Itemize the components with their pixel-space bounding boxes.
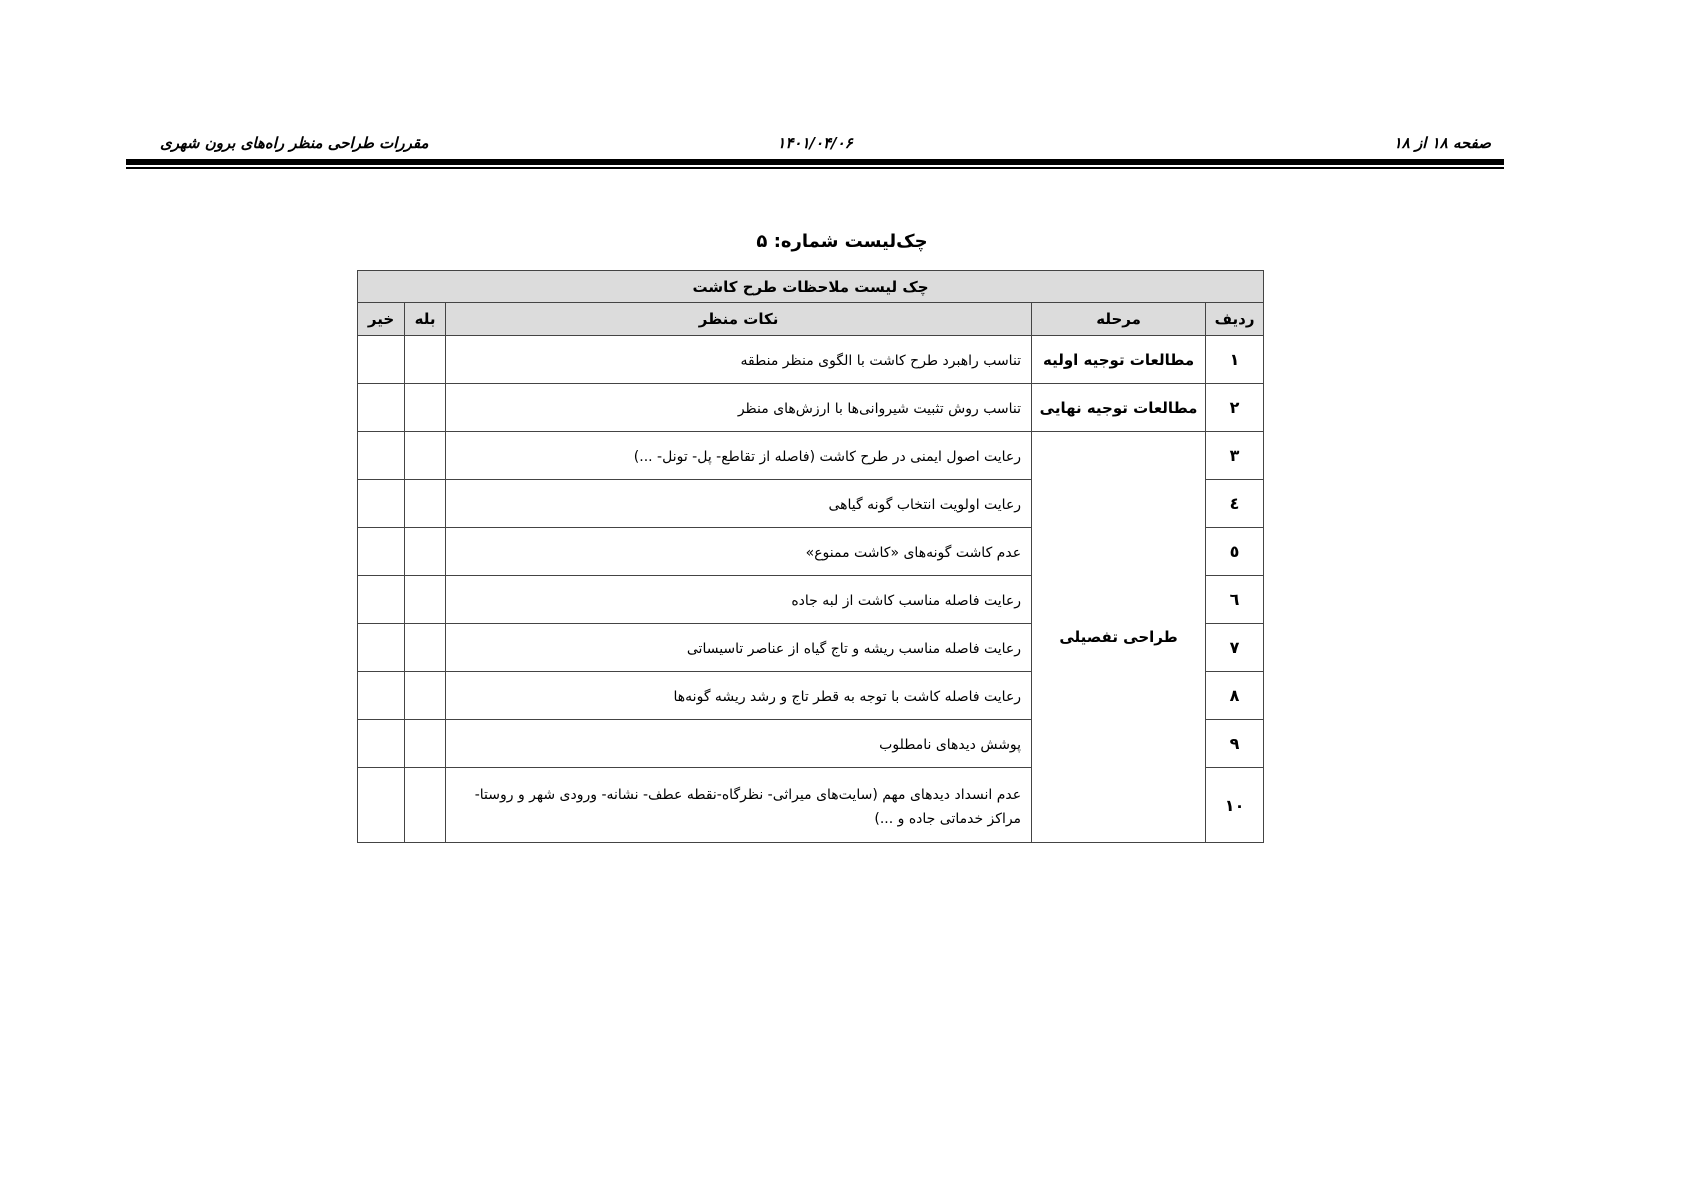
document-date: ۱۴۰۱/۰۴/۰۶: [777, 134, 853, 152]
no-checkbox-cell[interactable]: [358, 576, 405, 624]
table-row: [358, 336, 1264, 384]
landscape-point: رعایت فاصله مناسب ریشه و تاج گیاه از عناصر تاسیساتی: [446, 624, 1032, 672]
yes-checkbox-cell[interactable]: [405, 336, 446, 384]
stage-detailed-design: طراحی تفصیلی: [1032, 432, 1206, 843]
yes-checkbox-cell[interactable]: [405, 576, 446, 624]
row-number: ۷: [1206, 624, 1264, 672]
row-number: ٦: [1206, 576, 1264, 624]
landscape-point: عدم کاشت گونه‌های «کاشت ممنوع»: [446, 528, 1032, 576]
no-checkbox-cell[interactable]: [358, 384, 405, 432]
no-checkbox-cell[interactable]: [358, 768, 405, 843]
page-header: [126, 128, 1504, 158]
stage-initial-study: مطالعات توجیه اولیه: [1032, 336, 1206, 384]
row-number: ٥: [1206, 528, 1264, 576]
no-checkbox-cell[interactable]: [358, 720, 405, 768]
checklist-caption: چک‌لیست شماره: ۵: [756, 231, 928, 252]
row-number: ۸: [1206, 672, 1264, 720]
landscape-point: تناسب روش تثبیت شیروانی‌ها با ارزش‌های منظر: [446, 384, 1032, 432]
landscape-point: رعایت فاصله کاشت با توجه به قطر تاج و رشد ریشه گونه‌ها: [446, 672, 1032, 720]
row-number: ۲: [1206, 384, 1264, 432]
row-number: ۱: [1206, 336, 1264, 384]
column-header-no: خیر: [358, 303, 405, 336]
checklist-table: [357, 270, 1264, 843]
landscape-point: رعایت اولویت انتخاب گونه گیاهی: [446, 480, 1032, 528]
row-number: ۳: [1206, 432, 1264, 480]
column-header-row: ردیف: [1206, 303, 1264, 336]
stage-final-study: مطالعات توجیه نهایی: [1032, 384, 1206, 432]
yes-checkbox-cell[interactable]: [405, 384, 446, 432]
document-title: مقررات طراحی منظر راه‌های برون شهری: [160, 134, 429, 152]
row-number: ۹: [1206, 720, 1264, 768]
no-checkbox-cell[interactable]: [358, 480, 405, 528]
no-checkbox-cell[interactable]: [358, 624, 405, 672]
yes-checkbox-cell[interactable]: [405, 480, 446, 528]
header-rule-thin: [126, 167, 1504, 169]
table-title: چک لیست ملاحظات طرح کاشت: [358, 271, 1264, 303]
yes-checkbox-cell[interactable]: [405, 432, 446, 480]
row-number: ٤: [1206, 480, 1264, 528]
page-number: صفحه ۱۸ از ۱۸: [1393, 134, 1491, 152]
yes-checkbox-cell[interactable]: [405, 624, 446, 672]
landscape-point: عدم انسداد دیدهای مهم (سایت‌های میراثی- نظرگاه-نقطه عطف- نشانه- ورودی شهر و روستا- مراکز خدماتی جاده و ...): [446, 768, 1032, 843]
landscape-point: رعایت اصول ایمنی در طرح کاشت (فاصله از تقاطع- پل- تونل- ...): [446, 432, 1032, 480]
no-checkbox-cell[interactable]: [358, 672, 405, 720]
table-row: [358, 384, 1264, 432]
yes-checkbox-cell[interactable]: [405, 720, 446, 768]
row-number: ۱۰: [1206, 768, 1264, 843]
landscape-point: پوشش دیدهای نامطلوب: [446, 720, 1032, 768]
yes-checkbox-cell[interactable]: [405, 672, 446, 720]
no-checkbox-cell[interactable]: [358, 432, 405, 480]
column-header-points: نکات منظر: [446, 303, 1032, 336]
column-header-stage: مرحله: [1032, 303, 1206, 336]
landscape-point: تناسب راهبرد طرح کاشت با الگوی منظر منطقه: [446, 336, 1032, 384]
yes-checkbox-cell[interactable]: [405, 768, 446, 843]
yes-checkbox-cell[interactable]: [405, 528, 446, 576]
column-header-yes: بله: [405, 303, 446, 336]
header-rule-thick: [126, 159, 1504, 165]
landscape-point: رعایت فاصله مناسب کاشت از لبه جاده: [446, 576, 1032, 624]
no-checkbox-cell[interactable]: [358, 528, 405, 576]
table-row: [358, 432, 1264, 480]
no-checkbox-cell[interactable]: [358, 336, 405, 384]
